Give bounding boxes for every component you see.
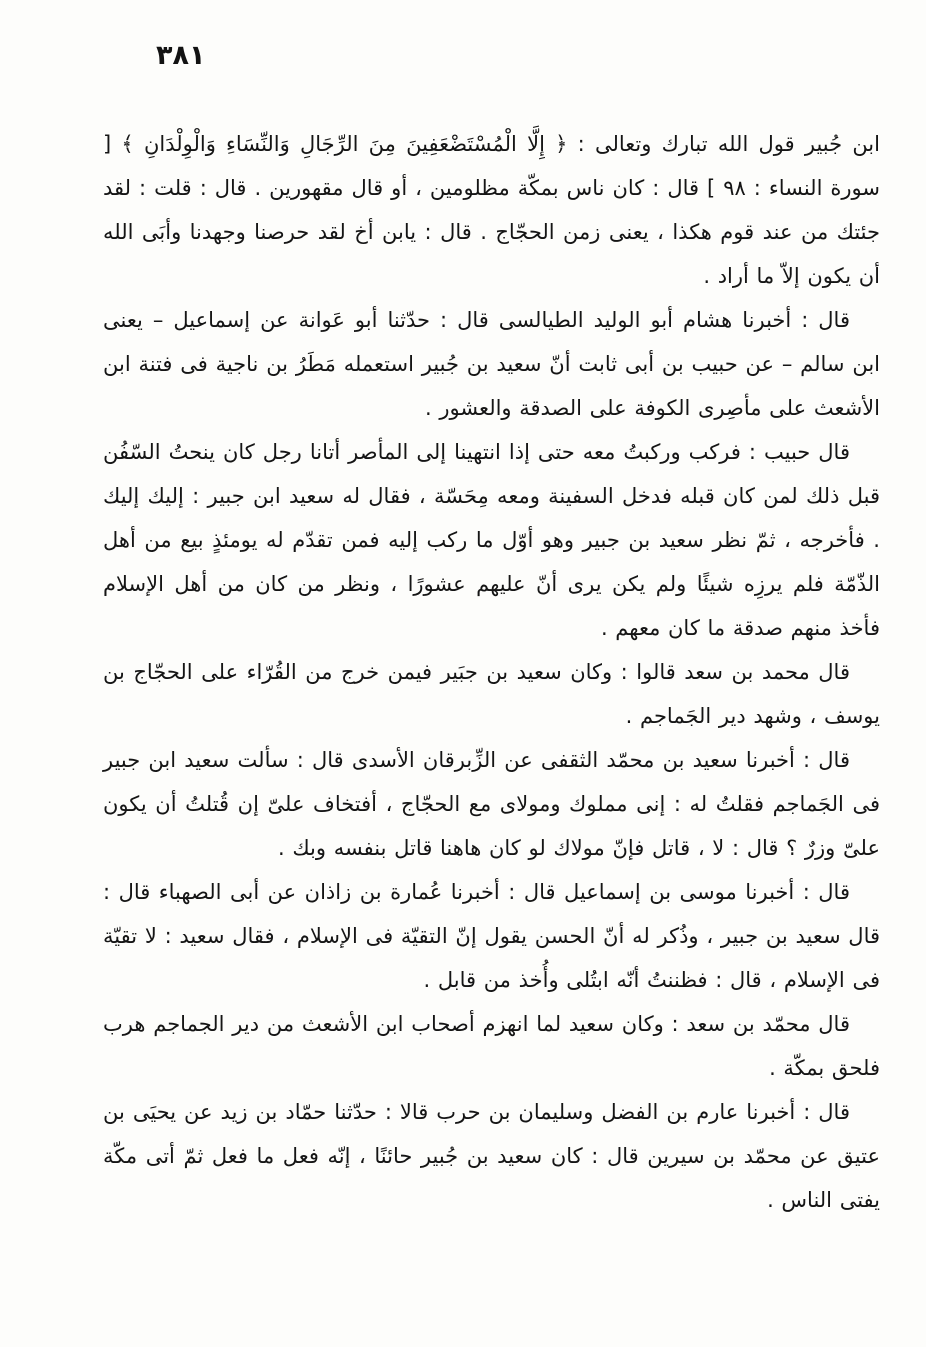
paragraph-habib-narration: قال حبيب : فركب وركبتُ معه حتى إذا انتهينا إلى المأصر أتانا رجل كان ينحتُ السّفُن قبل ذلك لمن كان قبله فدخل السفينة ومعه مِحَسّة ، فقال له سعيد ابن جبير : إليك إليك . فأخرجه ، ثمّ نظر سعيد بن جبير وهو أوّل ما ركب إليه فمن تقدّم له يومئذٍ بيع من أهل الذّمّة فلم يرزِه شيئًا ولم يكن يرى أنّ عليهم عشورًا ، ونظر من كان من أهل الإسلام فأخذ منهم صدقة ما كان معهم . [103,440,880,640]
paragraph-zibriqan-question: قال : أخبرنا سعيد بن محمّد الثقفى عن الزِّبرقان الأسدى قال : سألت سعيد ابن جبير فى الجَماجم فقلتُ له : إنى مملوك ومولاى مع الحجّاج ، أفتخاف علىّ إن قُتلتُ أن يكون علىّ وزرٌ ؟ قال : لا ، قاتل فإنّ مولاك لو كان هاهنا قاتل بنفسه وبك . [103,748,880,860]
paragraph-ibn-saad-qurra: قال محمد بن سعد قالوا : وكان سعيد بن جبَير فيمن خرج من القُرّاء على الحجّاج بن يوسف ، وشهد دير الجَماجم . [103,660,880,728]
page-number: ٣٨١ [156,40,206,71]
main-text-block [103,122,880,1222]
paragraph-isnad-hisham: قال : أخبرنا هشام أبو الوليد الطيالسى قال : حدّثنا أبو عَوانة عن إسماعيل – يعنى ابن سالم – عن حبيب بن أبى ثابت أنّ سعيد بن جُبير استعمله مَطَرُ بن ناجية فى فتنة ابن الأشعث على مأصِرى الكوفة على الصدقة والعشور . [103,308,880,420]
paragraph-taqiyya: قال : أخبرنا موسى بن إسماعيل قال : أخبرنا عُمارة بن زاذان عن أبى الصهباء قال : قال سعيد بن جبير ، وذُكر له أنّ الحسن يقول إنّ التقيّة فى الإسلام ، فقال سعيد : لا تقيّة فى الإسلام ، قال : فظننتُ أنّه ابتُلى وأُخذ من قابل . [103,880,880,992]
paragraph-continuation-verse: ابن جُبير قول الله تبارك وتعالى : ﴿ إِلَّا الْمُسْتَضْعَفِينَ مِنَ الرِّجَالِ وَالنِّسَاءِ وَالْوِلْدَانِ ﴾ [ سورة النساء : ٩٨ ] قال : كان ناس بمكّة مظلومين ، أو قال مقهورين . قال : قلت : لقد جئتك من عند قوم هكذا ، يعنى زمن الحجّاج . قال : يابن أخ لقد حرصنا وجهدنا وأبَى الله أن يكون إلاّ ما أراد . [103,132,880,288]
paragraph-ibn-sirin: قال : أخبرنا عارم بن الفضل وسليمان بن حرب قالا : حدّثنا حمّاد بن زيد عن يحيَى بن عتيق عن محمّد بن سيرين قال : كان سعيد بن جُبير حائنًا ، إنّه فعل ما فعل ثمّ أتى مكّة يفتى الناس . [103,1100,880,1212]
paragraph-flight-to-mecca: قال محمّد بن سعد : وكان سعيد لما انهزم أصحاب ابن الأشعث من دير الجماجم هرب فلحق بمكّة . [103,1012,880,1080]
